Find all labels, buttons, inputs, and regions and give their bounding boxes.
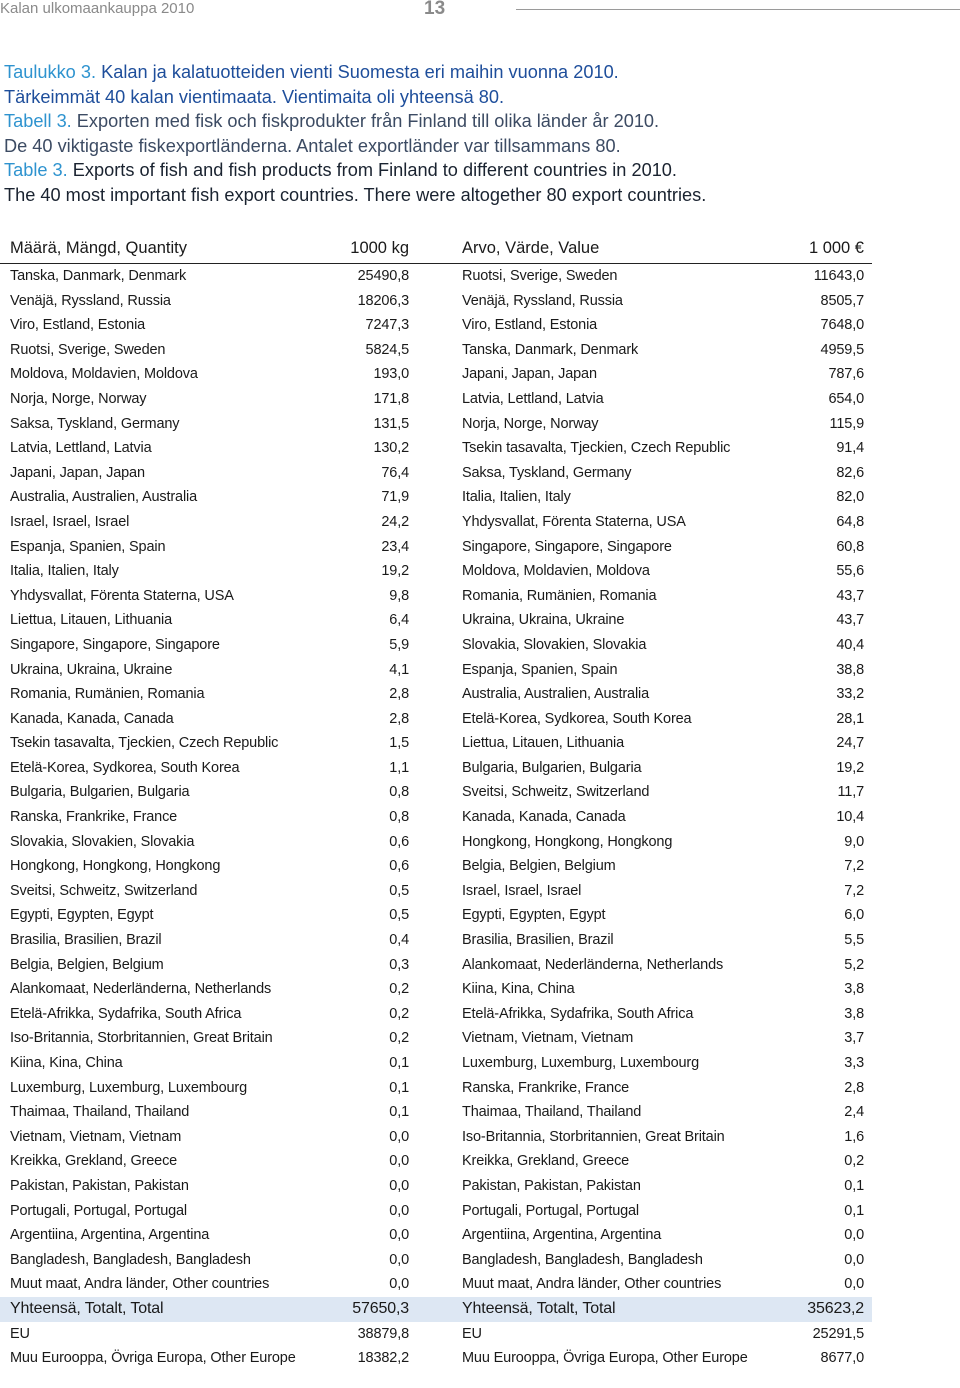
quantity-value-cell: 171,8 [373,390,409,407]
quantity-value-cell: 0,2 [389,1005,409,1022]
total-row [0,1297,872,1322]
value-amount-cell: 43,7 [836,587,864,604]
caption-english-line-1 [4,158,944,183]
quantity-value-cell: 0,0 [389,1128,409,1145]
table-row [0,485,872,510]
table-row [0,1199,872,1224]
value-country-cell: Australia, Australien, Australia [462,686,650,703]
quantity-column-header: Määrä, Mängd, Quantity [10,239,188,257]
value-amount-cell: 9,0 [844,833,864,850]
quantity-country-cell: Alankomaat, Nederländerna, Netherlands [10,981,272,998]
quantity-country-cell: Etelä-Korea, Sydkorea, South Korea [10,759,240,776]
value-amount-cell: 3,7 [844,1030,864,1047]
quantity-value-cell: 0,1 [389,1079,409,1096]
value-amount-cell: 3,8 [844,981,864,998]
value-amount-cell: 3,3 [844,1055,864,1071]
table-row [0,805,872,830]
quantity-value-cell: 76,4 [381,464,409,481]
value-amount-cell: 115,9 [829,415,864,432]
quantity-country-cell: Kanada, Kanada, Canada [10,710,174,727]
value-country-cell: Hongkong, Hongkong, Hongkong [462,833,673,850]
value-country-cell: Moldova, Moldavien, Moldova [462,563,650,580]
value-country-cell: Yhteensä, Totalt, Total [462,1299,616,1317]
quantity-country-cell: Luxemburg, Luxemburg, Luxembourg [10,1079,248,1096]
value-country-cell: Espanja, Spanien, Spain [462,661,618,678]
caption-english-text-1: Exports of fish and fish products from Finland to different countries in 2010. [67,160,677,181]
quantity-value-cell: 0,0 [389,1177,409,1194]
value-country-cell: Belgia, Belgien, Belgium [462,858,616,875]
quantity-value-cell: 0,6 [389,858,409,875]
summary-row [0,1322,872,1347]
value-amount-cell: 24,7 [836,735,864,752]
value-country-cell: Italia, Italien, Italy [462,489,571,506]
table-row [0,608,872,633]
quantity-value-cell: 0,4 [389,932,409,949]
quantity-country-cell: Yhdysvallat, Förenta Staterna, USA [10,587,234,604]
quantity-value-cell: 1,1 [389,759,409,776]
value-column-header: Arvo, Värde, Value [462,239,600,257]
value-amount-cell: 64,8 [836,513,864,530]
value-country-cell: Japani, Japan, Japan [462,366,597,383]
value-country-cell: Yhdysvallat, Förenta Staterna, USA [462,513,686,530]
value-amount-cell: 38,8 [836,661,864,678]
quantity-country-cell: Vietnam, Vietnam, Vietnam [10,1128,182,1145]
table-row [0,658,872,683]
table-row [0,1149,872,1174]
quantity-value-cell: 25490,8 [357,268,409,284]
quantity-country-cell: Norja, Norge, Norway [10,390,147,407]
quantity-value-cell: 193,0 [373,366,409,383]
quantity-country-cell: Argentiina, Argentina, Argentina [10,1227,210,1244]
value-country-cell: Portugali, Portugal, Portugal [462,1202,640,1219]
table-row [0,682,872,707]
quantity-value-cell: 0,1 [389,1055,409,1071]
quantity-value-cell: 23,4 [381,538,409,555]
value-amount-cell: 2,8 [844,1079,864,1096]
value-amount-cell: 0,1 [844,1202,864,1219]
quantity-value-cell: 24,2 [381,513,409,530]
value-amount-cell: 82,0 [836,489,864,506]
value-amount-cell: 0,0 [844,1276,864,1293]
value-country-cell: Argentiina, Argentina, Argentina [462,1227,662,1244]
value-amount-cell: 60,8 [836,538,864,555]
value-amount-cell: 25291,5 [812,1325,864,1342]
table-row [0,854,872,879]
value-country-cell: Egypti, Egypten, Egypt [462,907,606,924]
value-country-cell: Saksa, Tyskland, Germany [462,464,632,481]
quantity-country-cell: Egypti, Egypten, Egypt [10,907,154,924]
table-caption [4,60,944,208]
value-amount-cell: 7648,0 [820,317,864,334]
table-row [0,830,872,855]
quantity-value-cell: 18382,2 [357,1350,409,1367]
value-country-cell: Kreikka, Grekland, Greece [462,1153,630,1170]
quantity-value-cell: 0,6 [389,833,409,850]
value-amount-cell: 0,0 [844,1227,864,1244]
table-row [0,584,872,609]
table-row [0,510,872,535]
value-country-cell: Kiina, Kina, China [462,981,575,998]
value-amount-cell: 4959,5 [820,341,864,358]
quantity-country-cell: Israel, Israel, Israel [10,513,130,530]
quantity-value-cell: 0,5 [389,907,409,924]
table-row [0,559,872,584]
caption-swedish-tag: Tabell 3. [4,111,72,132]
value-amount-cell: 55,6 [836,563,864,580]
quantity-value-cell: 0,0 [389,1276,409,1293]
table-row [0,928,872,953]
quantity-value-cell: 0,2 [389,1030,409,1047]
table-row [0,633,872,658]
table-row [0,1051,872,1076]
value-country-cell: Muu Eurooppa, Övriga Europa, Other Europe [462,1350,748,1367]
caption-finnish-line-2: Tärkeimmät 40 kalan vientimaata. Vientimaita oli yhteensä 80. [4,86,505,107]
table-row [0,1174,872,1199]
value-amount-cell: 7,2 [844,882,864,899]
table-row [0,780,872,805]
value-country-cell: Ukraina, Ukraina, Ukraine [462,612,625,629]
quantity-country-cell: Tanska, Danmark, Denmark [10,268,187,284]
value-amount-cell: 6,0 [844,907,864,924]
quantity-country-cell: Etelä-Afrikka, Sydafrika, South Africa [10,1005,242,1022]
quantity-value-cell: 5824,5 [365,341,409,358]
caption-finnish-tag: Taulukko 3. [4,62,97,82]
quantity-value-cell: 0,0 [389,1227,409,1244]
value-amount-cell: 8677,0 [820,1350,864,1367]
table-row [0,1223,872,1248]
table-row [0,338,872,363]
quantity-value-cell: 38879,8 [357,1325,409,1342]
table-row [0,264,872,289]
quantity-country-cell: Viro, Estland, Estonia [10,317,146,334]
quantity-country-cell: Moldova, Moldavien, Moldova [10,366,198,383]
quantity-country-cell: Italia, Italien, Italy [10,563,119,580]
value-amount-cell: 91,4 [836,440,864,457]
quantity-value-cell: 0,5 [389,882,409,899]
value-country-cell: Liettua, Litauen, Lithuania [462,735,625,752]
value-country-cell: Sveitsi, Schweitz, Switzerland [462,784,650,801]
value-amount-cell: 19,2 [836,759,864,776]
value-country-cell: Israel, Israel, Israel [462,882,582,899]
value-country-cell: Slovakia, Slovakien, Slovakia [462,636,647,653]
quantity-country-cell: Kiina, Kina, China [10,1055,123,1071]
value-country-cell: Etelä-Korea, Sydkorea, South Korea [462,710,692,727]
value-country-cell: Ranska, Frankrike, France [462,1079,630,1096]
quantity-value-cell: 57650,3 [352,1299,409,1317]
quantity-country-cell: Kreikka, Grekland, Greece [10,1153,178,1170]
export-table [0,236,872,1371]
quantity-country-cell: Latvia, Lettland, Latvia [10,440,152,457]
value-country-cell: Norja, Norge, Norway [462,415,599,432]
table-row [0,535,872,560]
value-amount-cell: 2,4 [844,1104,864,1121]
value-amount-cell: 28,1 [836,710,864,727]
table-row [0,879,872,904]
caption-swedish-text-1: Exporten med fisk och fiskprodukter från Finland till olika länder år 2010. [71,111,660,132]
caption-swedish-line-1 [4,109,944,134]
value-country-cell: Latvia, Lettland, Latvia [462,390,604,407]
table-header-row [0,236,872,264]
quantity-value-cell: 19,2 [381,563,409,580]
table-row [0,1248,872,1273]
value-country-cell: Luxemburg, Luxemburg, Luxembourg [462,1055,700,1071]
quantity-value-cell: 5,9 [389,636,409,653]
quantity-country-cell: Iso-Britannia, Storbritannien, Great Britain [10,1030,273,1047]
quantity-value-cell: 130,2 [373,440,409,457]
value-country-cell: Viro, Estland, Estonia [462,317,598,334]
quantity-country-cell: Bangladesh, Bangladesh, Bangladesh [10,1251,251,1268]
table-row [0,1026,872,1051]
summary-row [0,1346,872,1371]
value-amount-cell: 11,7 [837,784,864,801]
running-header [0,0,960,30]
quantity-value-cell: 2,8 [389,686,409,703]
quantity-country-cell: Pakistan, Pakistan, Pakistan [10,1177,189,1194]
quantity-value-cell: 0,8 [389,809,409,826]
value-amount-cell: 5,5 [844,932,864,949]
table-row [0,1125,872,1150]
header-rule [516,9,960,10]
table-row [0,731,872,756]
quantity-value-cell: 9,8 [389,587,409,604]
value-amount-cell: 35623,2 [807,1299,864,1317]
quantity-unit-header: 1000 kg [350,239,409,257]
table-row [0,289,872,314]
quantity-country-cell: Yhteensä, Totalt, Total [10,1299,164,1317]
value-amount-cell: 11643,0 [813,268,864,284]
quantity-country-cell: Liettua, Litauen, Lithuania [10,612,173,629]
value-amount-cell: 43,7 [836,612,864,629]
quantity-value-cell: 0,8 [389,784,409,801]
quantity-country-cell: Australia, Australien, Australia [10,489,198,506]
value-amount-cell: 0,0 [844,1251,864,1268]
quantity-value-cell: 0,0 [389,1251,409,1268]
table-row [0,903,872,928]
caption-finnish-text-1: Kalan ja kalatuotteiden vienti Suomesta eri maihin vuonna 2010. [96,62,619,82]
quantity-value-cell: 0,1 [389,1104,409,1121]
value-country-cell: Iso-Britannia, Storbritannien, Great Britain [462,1128,725,1145]
table-row [0,1272,872,1297]
caption-english-tag: Table 3. [4,160,68,181]
caption-finnish-line-1 [4,60,944,85]
quantity-country-cell: Saksa, Tyskland, Germany [10,415,180,432]
value-country-cell: EU [462,1325,482,1342]
quantity-country-cell: Singapore, Singapore, Singapore [10,636,220,653]
quantity-country-cell: Romania, Rumänien, Romania [10,686,205,703]
value-country-cell: Muut maat, Andra länder, Other countries [462,1276,722,1293]
quantity-country-cell: Bulgaria, Bulgarien, Bulgaria [10,784,190,801]
running-header-title: Kalan ulkomaankauppa 2010 [0,0,195,17]
value-country-cell: Kanada, Kanada, Canada [462,809,626,826]
quantity-country-cell: Ranska, Frankrike, France [10,809,178,826]
quantity-value-cell: 6,4 [389,612,409,629]
quantity-value-cell: 4,1 [389,661,409,678]
caption-swedish-line-2: De 40 viktigaste fiskexportländerna. Antalet exportländer var tillsammans 80. [4,135,621,156]
quantity-country-cell: Ruotsi, Sverige, Sweden [10,341,166,358]
quantity-value-cell: 0,2 [389,981,409,998]
value-country-cell: Ruotsi, Sverige, Sweden [462,268,618,284]
value-country-cell: Alankomaat, Nederländerna, Netherlands [462,956,724,973]
quantity-country-cell: Belgia, Belgien, Belgium [10,956,164,973]
quantity-country-cell: Thaimaa, Thailand, Thailand [10,1104,190,1121]
value-amount-cell: 10,4 [836,809,864,826]
value-amount-cell: 654,0 [828,390,864,407]
table-row [0,436,872,461]
quantity-country-cell: Venäjä, Ryssland, Russia [10,292,171,309]
value-country-cell: Thaimaa, Thailand, Thailand [462,1104,642,1121]
quantity-country-cell: Muu Eurooppa, Övriga Europa, Other Europe [10,1350,296,1367]
value-country-cell: Tsekin tasavalta, Tjeckien, Czech Republic [462,440,731,457]
table-row [0,756,872,781]
table-row [0,953,872,978]
value-country-cell: Etelä-Afrikka, Sydafrika, South Africa [462,1005,694,1022]
table-row [0,412,872,437]
table-row [0,313,872,338]
value-amount-cell: 82,6 [836,464,864,481]
table-body [0,264,872,1371]
value-country-cell: Singapore, Singapore, Singapore [462,538,672,555]
quantity-country-cell: Muut maat, Andra länder, Other countries [10,1276,270,1293]
quantity-value-cell: 2,8 [389,710,409,727]
value-amount-cell: 40,4 [836,636,864,653]
quantity-value-cell: 71,9 [381,489,409,506]
quantity-country-cell: Ukraina, Ukraina, Ukraine [10,661,173,678]
value-country-cell: Pakistan, Pakistan, Pakistan [462,1177,641,1194]
table-row [0,1076,872,1101]
value-country-cell: Venäjä, Ryssland, Russia [462,292,623,309]
table-row [0,1002,872,1027]
value-country-cell: Brasilia, Brasilien, Brazil [462,932,614,949]
value-country-cell: Bangladesh, Bangladesh, Bangladesh [462,1251,703,1268]
quantity-country-cell: Espanja, Spanien, Spain [10,538,166,555]
quantity-value-cell: 0,0 [389,1153,409,1170]
quantity-country-cell: Portugali, Portugal, Portugal [10,1202,188,1219]
quantity-value-cell: 18206,3 [357,292,409,309]
value-amount-cell: 33,2 [836,686,864,703]
quantity-value-cell: 0,3 [389,956,409,973]
value-amount-cell: 5,2 [844,956,864,973]
quantity-country-cell: Japani, Japan, Japan [10,464,145,481]
value-unit-header: 1 000 € [808,239,864,257]
table-row [0,362,872,387]
quantity-country-cell: Slovakia, Slovakien, Slovakia [10,833,195,850]
value-amount-cell: 3,8 [844,1005,864,1022]
quantity-country-cell: EU [10,1325,30,1342]
table-row [0,461,872,486]
value-country-cell: Bulgaria, Bulgarien, Bulgaria [462,759,642,776]
value-country-cell: Vietnam, Vietnam, Vietnam [462,1030,634,1047]
value-amount-cell: 0,1 [844,1177,864,1194]
quantity-country-cell: Sveitsi, Schweitz, Switzerland [10,882,198,899]
caption-english-line-2: The 40 most important fish export countries. There were altogether 80 export countries. [4,184,707,205]
page-number: 13 [424,0,446,19]
value-country-cell: Romania, Rumänien, Romania [462,587,657,604]
value-amount-cell: 0,2 [844,1153,864,1170]
quantity-country-cell: Tsekin tasavalta, Tjeckien, Czech Republic [10,735,279,752]
value-amount-cell: 8505,7 [820,292,864,309]
table-row [0,977,872,1002]
table-row [0,707,872,732]
value-amount-cell: 7,2 [844,858,864,875]
quantity-value-cell: 131,5 [373,415,409,432]
quantity-value-cell: 1,5 [389,735,409,752]
quantity-value-cell: 7247,3 [365,317,409,334]
value-amount-cell: 787,6 [828,366,864,383]
quantity-country-cell: Brasilia, Brasilien, Brazil [10,932,162,949]
table-row [0,387,872,412]
quantity-value-cell: 0,0 [389,1202,409,1219]
value-amount-cell: 1,6 [844,1128,864,1145]
quantity-country-cell: Hongkong, Hongkong, Hongkong [10,858,221,875]
value-country-cell: Tanska, Danmark, Denmark [462,341,639,358]
table-row [0,1100,872,1125]
